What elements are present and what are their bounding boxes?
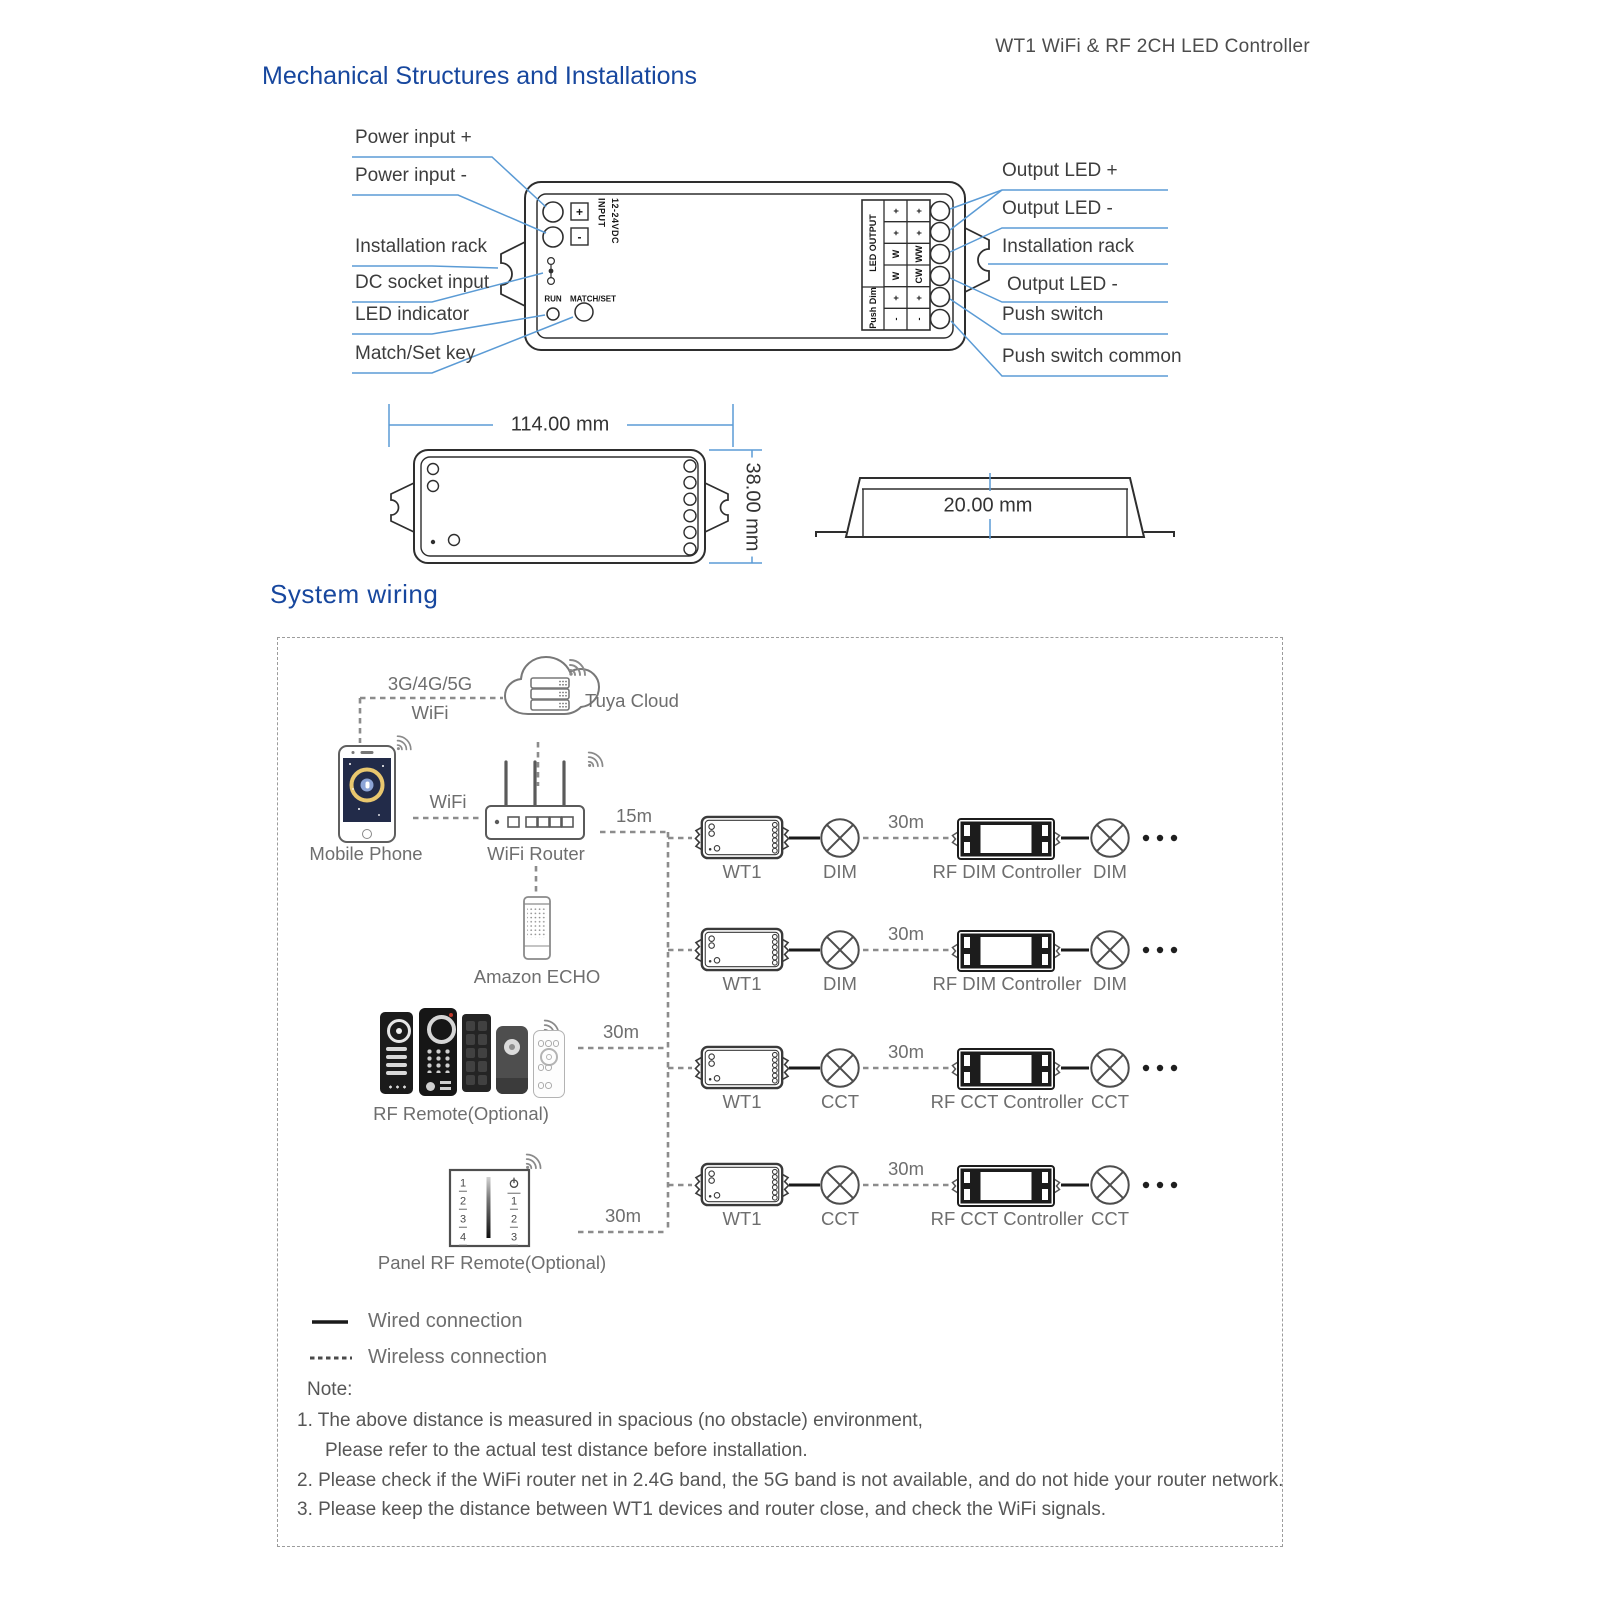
remote-buttons xyxy=(387,1085,406,1089)
label-output-led-minus-1: Output LED - xyxy=(1002,198,1113,219)
row4-lamp1: CCT xyxy=(820,1208,860,1229)
row2-controller: RF DIM Controller xyxy=(932,973,1082,994)
label-led-indicator: LED indicator xyxy=(355,304,470,325)
rf-remote-2 xyxy=(419,1008,457,1096)
label-power-input-plus: Power input + xyxy=(355,127,472,148)
remote-dial xyxy=(387,1019,411,1043)
label-amazon-echo: Amazon ECHO xyxy=(473,966,601,987)
remote-buttons xyxy=(537,1058,559,1094)
smartphone-icon xyxy=(338,745,396,843)
note-title: Note: xyxy=(307,1379,353,1400)
row3-wt1: WT1 xyxy=(722,1091,762,1112)
terminal-cell: WW xyxy=(913,245,924,263)
remote-slot xyxy=(386,1055,407,1059)
label-panel-remote: Panel RF Remote(Optional) xyxy=(377,1252,607,1273)
remote-button xyxy=(440,1087,451,1090)
remote-slot xyxy=(386,1071,407,1075)
row3-controller: RF CCT Controller xyxy=(930,1091,1084,1112)
label-panel-30m: 30m xyxy=(605,1205,641,1226)
note-1b: Please refer to the actual test distance before installation. xyxy=(325,1440,808,1461)
label-installation-rack-right: Installation rack xyxy=(1002,236,1135,257)
section-title-wiring: System wiring xyxy=(270,579,439,609)
terminal-group-push-dim: Push Dim xyxy=(868,287,878,329)
row3-lamp1: CCT xyxy=(820,1091,860,1112)
panel-key: 3 xyxy=(459,1213,467,1226)
row4-controller: RF CCT Controller xyxy=(930,1208,1084,1229)
terminal-cell: + xyxy=(913,229,924,236)
match-set-label: MATCH/SET xyxy=(569,294,617,304)
row1-dist: 30m xyxy=(888,811,924,832)
label-rf-30m: 30m xyxy=(603,1021,639,1042)
remote-button xyxy=(426,1082,435,1091)
phone-home-button xyxy=(362,829,372,839)
terminal-cell: - xyxy=(913,317,924,321)
label-tuya-cloud: Tuya Cloud xyxy=(585,690,679,711)
input-voltage-label xyxy=(594,198,621,244)
terminal-cell: CW xyxy=(913,268,924,284)
dimension-lines xyxy=(389,404,990,563)
row1-controller: RF DIM Controller xyxy=(932,861,1082,882)
rf-remote-3 xyxy=(462,1014,491,1092)
row4-dist: 30m xyxy=(888,1158,924,1179)
row2-lamp1: DIM xyxy=(823,973,857,994)
remote-base xyxy=(496,1078,528,1094)
label-power-input-minus: Power input - xyxy=(355,165,467,186)
rf-remote-1 xyxy=(380,1012,413,1094)
row3-lamp2: CCT xyxy=(1090,1091,1130,1112)
row2-wt1: WT1 xyxy=(722,973,762,994)
panel-key: 2 xyxy=(510,1213,518,1226)
panel-key: 2 xyxy=(459,1195,467,1208)
label-output-led-plus: Output LED + xyxy=(1002,160,1118,181)
rf-remote-4 xyxy=(496,1026,528,1094)
note-1a: 1. The above distance is measured in spacious (no obstacle) environment, xyxy=(297,1410,923,1431)
terminal-group-led-output: LED OUTPUT xyxy=(868,214,878,272)
terminal-cell: W xyxy=(890,249,901,259)
phone-screen xyxy=(343,758,391,822)
label-installation-rack-left: Installation rack xyxy=(355,236,488,257)
phone-speaker xyxy=(361,751,374,754)
row3-dist: 30m xyxy=(888,1041,924,1062)
note-2: 2. Please check if the WiFi router net in 2.4G band, the 5G band is not available, and do not hide your router network. xyxy=(297,1470,1284,1491)
row4-wt1: WT1 xyxy=(722,1208,762,1229)
remote-button xyxy=(440,1081,451,1084)
run-label: RUN xyxy=(544,294,562,304)
label-15m: 15m xyxy=(616,805,652,826)
label-dc-socket-input: DC socket input xyxy=(355,272,490,293)
input-voltage: 12-24VDC xyxy=(610,198,620,245)
panel-key: 4 xyxy=(459,1231,467,1244)
terminal-cell: + xyxy=(913,294,924,301)
panel-key: 1 xyxy=(510,1195,518,1208)
remote-keypad xyxy=(466,1021,487,1085)
panel-key: 3 xyxy=(510,1231,518,1244)
label-match-set-key: Match/Set key xyxy=(355,343,476,364)
section-title-mechanical: Mechanical Structures and Installations xyxy=(262,62,697,90)
remote-slot xyxy=(386,1063,407,1067)
note-3: 3. Please keep the distance between WT1 devices and router close, and check the WiFi signals. xyxy=(297,1499,1106,1520)
page-title: WT1 WiFi & RF 2CH LED Controller xyxy=(995,36,1310,57)
remote-keypad xyxy=(425,1048,452,1073)
dim-depth: 20.00 mm xyxy=(938,495,1039,518)
terminal-cell: + xyxy=(890,294,901,301)
label-mobile-phone: Mobile Phone xyxy=(309,843,423,864)
label-push-switch-common: Push switch common xyxy=(1002,346,1182,367)
terminal-cell: - xyxy=(890,317,901,321)
input-plus-mark: + xyxy=(575,204,584,219)
device-top-view xyxy=(501,182,989,350)
label-3g-wifi: WiFi xyxy=(411,702,449,723)
input-word: INPUT xyxy=(596,198,607,228)
rf-remotes-icon xyxy=(380,1008,566,1100)
app-dial-core xyxy=(361,779,374,792)
row2-lamp2: DIM xyxy=(1093,973,1127,994)
row2-dist: 30m xyxy=(888,923,924,944)
rf-remote-5 xyxy=(533,1030,565,1098)
remote-dial xyxy=(427,1015,456,1044)
panel-key: 1 xyxy=(459,1177,467,1190)
terminal-cell: + xyxy=(913,208,924,214)
label-wifi: WiFi xyxy=(429,791,467,812)
remote-led xyxy=(449,1013,453,1017)
row1-lamp2: DIM xyxy=(1093,861,1127,882)
screen-stars xyxy=(349,763,351,765)
dim-height: 38.00 mm xyxy=(741,458,764,557)
label-push-switch: Push switch xyxy=(1002,304,1104,325)
input-minus-mark: - xyxy=(577,229,582,244)
terminal-cell: + xyxy=(890,208,901,214)
row1-wt1: WT1 xyxy=(722,861,762,882)
remote-slot xyxy=(386,1047,407,1051)
remote-dial xyxy=(504,1039,520,1055)
label-3g4g5g: 3G/4G/5G xyxy=(387,673,473,694)
legend-wired: Wired connection xyxy=(368,1310,523,1332)
row1-lamp1: DIM xyxy=(823,861,857,882)
dim-width: 114.00 mm xyxy=(505,414,616,437)
device-front-view xyxy=(391,450,728,563)
label-rf-remote: RF Remote(Optional) xyxy=(373,1103,549,1124)
label-output-led-minus-2: Output LED - xyxy=(1007,274,1118,295)
label-wifi-router: WiFi Router xyxy=(487,843,585,864)
terminal-cell: + xyxy=(890,229,901,236)
row4-lamp2: CCT xyxy=(1090,1208,1130,1229)
legend-wireless: Wireless connection xyxy=(368,1346,547,1368)
terminal-cell: W xyxy=(890,271,901,281)
power-icon xyxy=(508,1177,521,1194)
